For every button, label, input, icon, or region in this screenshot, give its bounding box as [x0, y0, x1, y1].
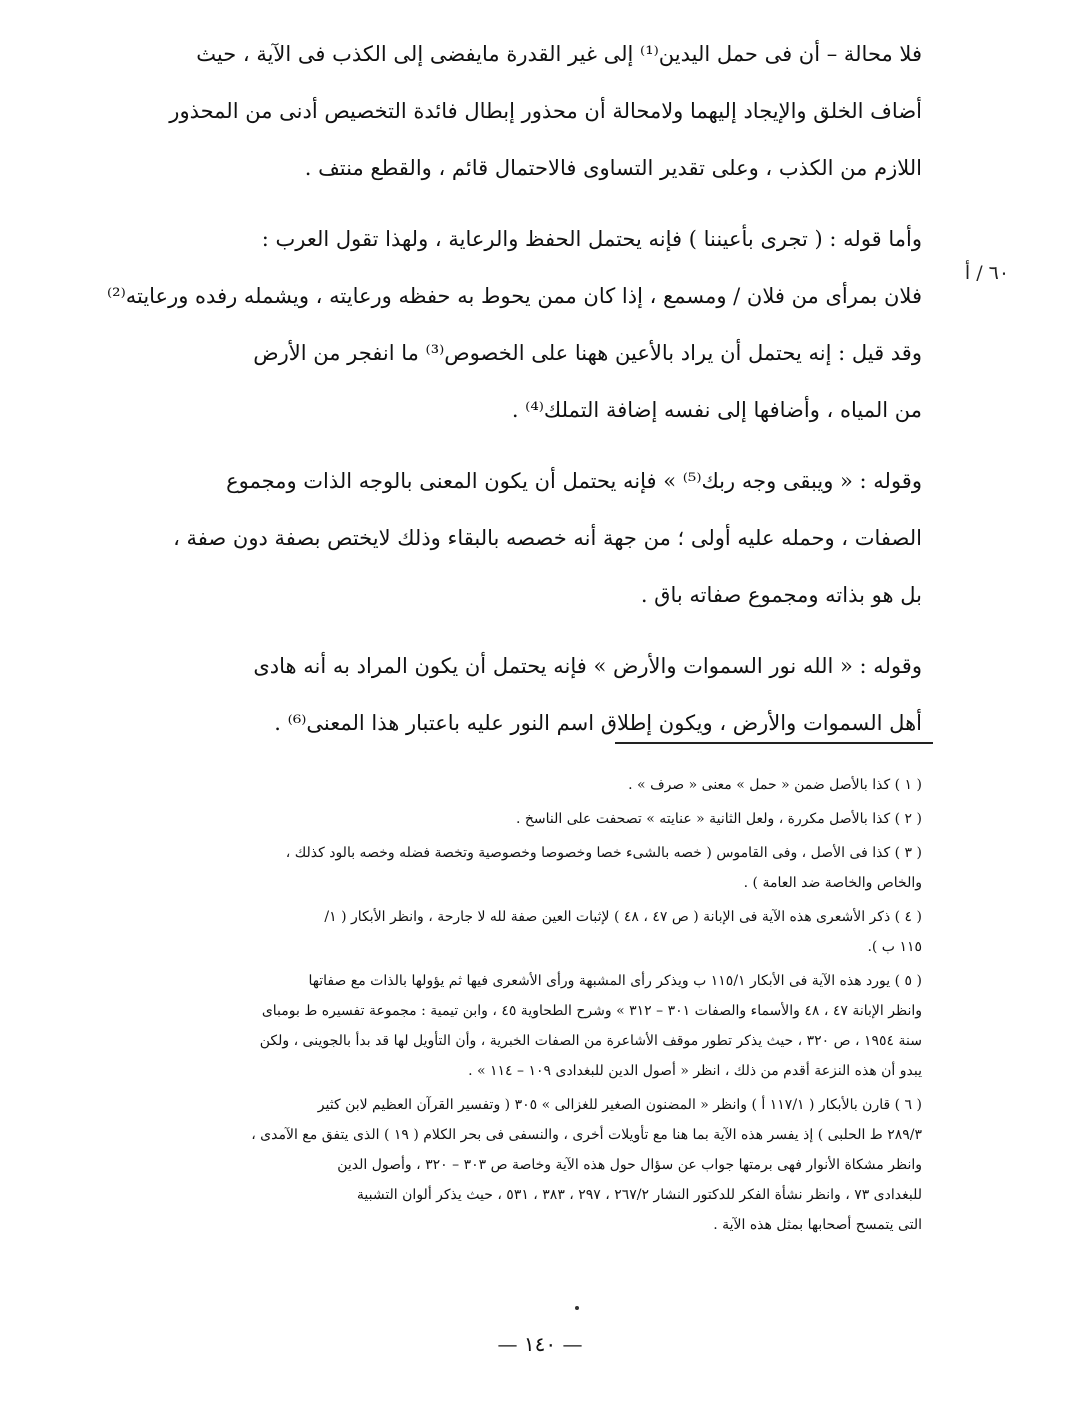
- paragraph: [100, 638, 922, 752]
- text-line: اللازم من الكذب ، وعلى تقدير التساوى فالاحتمال قائم ، والقطع منتف .: [304, 156, 922, 180]
- text-line: أهل السموات والأرض ، ويكون إطلاق اسم النور عليه باعتبار هذا المعنى⁽⁶⁾ .: [274, 711, 922, 735]
- paragraph: [100, 211, 922, 439]
- text-line: وقوله : « ويبقى وجه ربك⁽⁵⁾ » فإنه يحتمل أن يكون المعنى بالوجه الذات ومجموع: [226, 469, 922, 493]
- footnote-line: ( ٤ ) ذكر الأشعرى هذه الآية فى الإبانة ( ص ٤٧ ، ٤٨ ) لإثبات العين صفة لله لا جارحة ، وانظر الأبكار ( ١/: [324, 909, 922, 925]
- footnote: [90, 1090, 922, 1240]
- paragraph: [100, 26, 922, 197]
- footnote: [90, 804, 922, 834]
- footnote: [90, 902, 922, 962]
- text-line: وقوله : « الله نور السموات والأرض » فإنه يحتمل أن يكون المراد به أنه هادى: [253, 654, 922, 678]
- text-line: أضاف الخلق والإيجاد إليهما ولامحالة أن محذور إبطال فائدة التخصيص أدنى من المحذور: [169, 99, 922, 123]
- footnote-line: ١١٥ ب ).: [867, 939, 922, 955]
- footnote-line: والخاص والخاصة ضد العامة ) .: [743, 875, 922, 891]
- footnote-line: التى يتمسح أصحابها بمثل هذه الآية .: [713, 1217, 922, 1233]
- footnote-line: للبغدادى ٧٣ ، وانظر نشأة الفكر للدكتور النشار ٢٦٧/٢ ، ٢٩٧ ، ٣٨٣ ، ٥٣١ ، حيث يذكر ألوان التشبية: [356, 1187, 922, 1203]
- footnote-line: ( ٦ ) قارن بالأبكار ( ١١٧/١ أ ) وانظر « المضنون الصغير للغزالى » ٣٠٥ ( وتفسير القرآن العظيم لابن كثير: [317, 1097, 922, 1113]
- footnotes: [90, 770, 922, 1244]
- footnote-line: وانظر الإبانة ٤٧ ، ٤٨ والأسماء والصفات ٣٠١ – ٣١٢ » وشرح الطحاوية ٤٥ ، وابن تيمية : مجموعة تفسيره ط بومباى: [261, 1003, 922, 1019]
- footnote-divider: [615, 742, 933, 744]
- main-text: [100, 26, 922, 766]
- text-line: الصفات ، وحمله عليه أولى ؛ من جهة أنه خصصه بالبقاء وذلك لايختص بصفة دون صفة ،: [173, 526, 922, 550]
- footnote-line: ( ٣ ) كذا فى الأصل ، وفى القاموس ( خصه بالشىء خصا وخصوصا وخصوصية وتخصة فضله وخصه بالود كذلك ،: [285, 845, 922, 861]
- footnote-line: ( ٥ ) يورد هذه الآية فى الأبكار ١١٥/١ ب ويذكر رأى المشبهة ورأى الأشعرى فيها ثم يؤولها بالذات مع صفاتها: [308, 973, 922, 989]
- text-line: بل هو بذاته ومجموع صفاته باق .: [640, 583, 922, 607]
- footnote-line: ٢٨٩/٣ ط الحلبى ) إذ يفسر هذه الآية بما هنا مع تأويلات أخرى ، والنسفى فى بحر الكلام ( ١٩ ) الذى يتفق مع الآمدى ،: [251, 1127, 922, 1143]
- text-line: فلا محالة – أن فى حمل اليدين⁽¹⁾ إلى غير القدرة مايفضى إلى الكذب فى الآية ، حيث: [196, 42, 922, 66]
- text-line: وقد قيل : إنه يحتمل أن يراد بالأعين ههنا على الخصوص⁽³⁾ ما انفجر من الأرض: [253, 341, 922, 365]
- footnote-line: ( ٢ ) كذا بالأصل مكررة ، ولعل الثانية « عنايته » تصحفت على الناسخ .: [515, 811, 922, 827]
- footnote-line: وانظر مشكاة الأنوار فهى برمتها جواب عن سؤال حول هذه الآية وخاصة ص ٣٠٣ – ٣٢٠ ، وأصول الدين: [337, 1157, 922, 1173]
- text-line: من المياه ، وأضافها إلى نفسه إضافة التملك⁽⁴⁾ .: [511, 398, 922, 422]
- footnote: [90, 770, 922, 800]
- paragraph: [100, 453, 922, 624]
- footnote-line: يبدو أن هذه النزعة أقدم من ذلك ، انظر « أصول الدين للبغدادى ١٠٩ – ١١٤ » .: [468, 1063, 922, 1079]
- stray-dot: [575, 1306, 579, 1310]
- text-line: فلان بمرأى من فلان / ومسمع ، إذا كان ممن يحوط به حفظه ورعايته ، ويشمله رفده ورعايته⁽²⁾: [106, 284, 922, 308]
- footnote-line: ( ١ ) كذا بالأصل ضمن « حمل » معنى « صرف » .: [628, 777, 922, 793]
- footnote: [90, 966, 922, 1086]
- folio-margin-note: ٦٠ / أ: [964, 262, 1010, 284]
- page-number: — ١٤٠ —: [497, 1332, 583, 1356]
- footnote-line: سنة ١٩٥٤ ، ص ٣٢٠ ، حيث يذكر تطور موقف الأشاعرة من الصفات الخبرية ، وأن التأويل لها قد بدأ بالجوينى ، ولكن: [259, 1033, 922, 1049]
- footnote: [90, 838, 922, 898]
- text-line: وأما قوله : ( تجرى بأعيننا ) فإنه يحتمل الحفظ والرعاية ، ولهذا تقول العرب :: [261, 227, 922, 251]
